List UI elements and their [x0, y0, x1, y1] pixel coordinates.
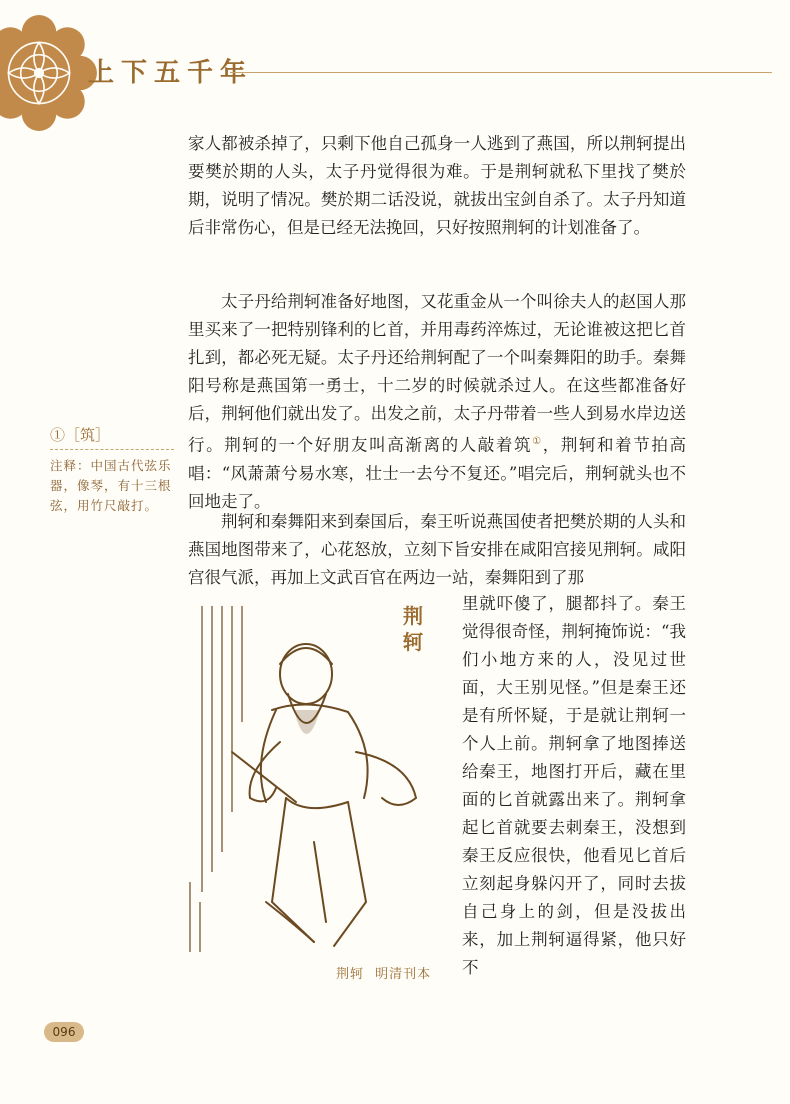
figure-caption: 荆轲 明清刊本 [336, 967, 432, 982]
body-paragraph-2-end: ，荆轲和着节拍高唱：“风萧萧兮易水寒，壮士一去兮不复还。”唱完后，荆轲就头也不回地走了。 [188, 435, 687, 511]
side-note-title: ①［筑］ [50, 426, 111, 444]
footnote-marker: ① [532, 436, 543, 447]
side-note-text: 注释：中国古代弦乐器，像琴，有十三根弦，用竹尺敲打。 [50, 458, 172, 513]
lotus-ornament-icon [0, 12, 100, 134]
body-paragraph-2-text: 太子丹给荆轲准备好地图，又花重金从一个叫徐夫人的赵国人那里买来了一把特别锋利的匕首，并用毒药淬炼过，无论谁被这把匕首扎到，都必死无疑。太子丹还给荆轲配了一个叫秦舞阳的助手。秦舞阳号称是燕国第一勇士，十二岁的时候就杀过人。在这些都准备好后，荆轲他们就出发了。出发之前，太子丹带着一些人到易水岸边送行。荆轲的一个好朋友叫高渐离的人敲着筑 [188, 292, 686, 455]
figure-name-label: 荆轲 [403, 604, 423, 654]
body-paragraph-3: 荆轲和秦舞阳来到秦国后，秦王听说燕国使者把樊於期的人头和燕国地图带来了，心花怒放，立刻下旨安排在咸阳宫接见荆轲。咸阳宫很气派，再加上文武百官在两边一站，秦舞阳到了那 [188, 512, 686, 587]
body-paragraph-1: 家人都被杀掉了，只剩下他自己孤身一人逃到了燕国，所以荆轲提出要樊於期的人头，太子丹觉得很为难。于是荆轲就私下里找了樊於期，说明了情况。樊於期二话没说，就拔出宝剑自杀了。太子丹知道后非常伤心，但是已经无法挽回，只好按照荆轲的计划准备了。 [188, 134, 686, 237]
body-paragraph-2 [188, 288, 686, 516]
side-note-rule [50, 449, 174, 450]
body-paragraph-4: 里就吓傻了，腿都抖了。秦王觉得很奇怪，荆轲掩饰说：“我们小地方来的人，没见过世面，大王别见怪。”但是秦王还是有所怀疑，于是就让荆轲一个人上前。荆轲拿了地图捧送给秦王，地图打开后，藏在里面的匕首就露出来了。荆轲拿起匕首就要去刺秦王，没想到秦王反应很快，他看见匕首后立刻起身躲闪开了，同时去拔自己身上的剑，但是没拔出来，加上荆轲逼得紧，他只好不 [462, 594, 686, 977]
running-header-title: 上下五千年 [88, 58, 254, 88]
jing-ke-illustration [176, 602, 446, 958]
header-rule [230, 72, 772, 73]
page-number: 096 [44, 1022, 84, 1042]
